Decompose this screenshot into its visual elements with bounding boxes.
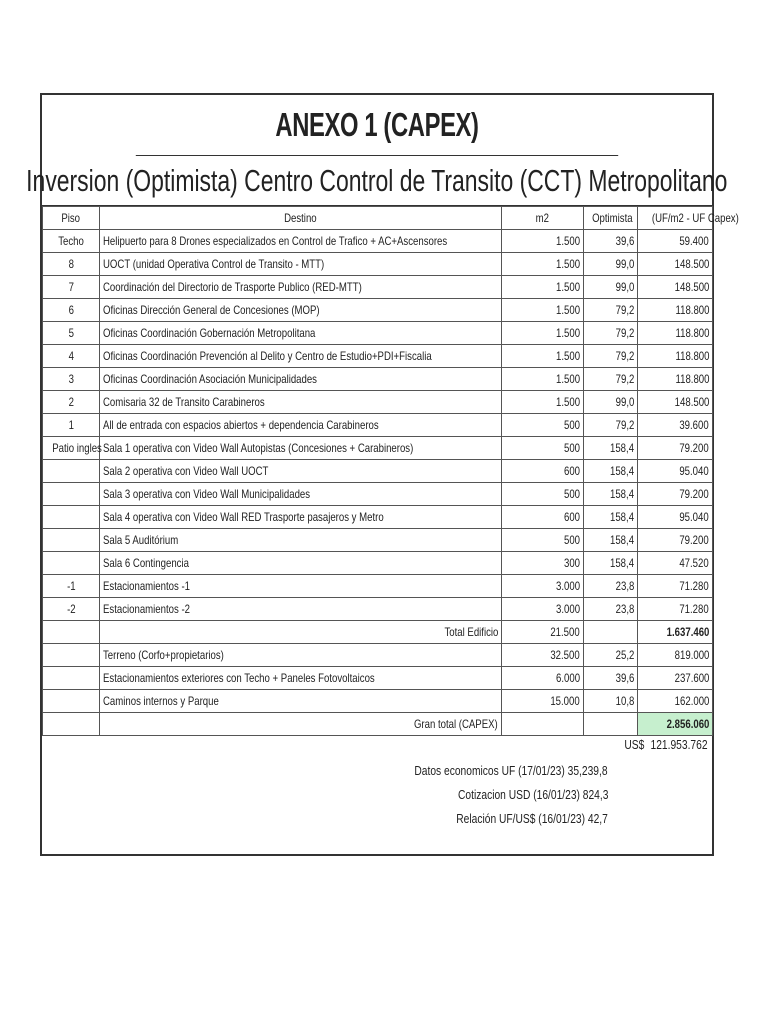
cell-destino: All de entrada con espacios abiertos + dependencia Carabineros [100,414,502,437]
cell-destino: Sala 3 operativa con Video Wall Municipalidades [100,483,502,506]
cell-uf-m2: 25,2 [584,644,638,667]
header-destino: Destino [100,207,502,230]
cell-destino: Estacionamientos -1 [100,575,502,598]
cell-capex: 118.800 [638,368,713,391]
usd-label: US$ [624,738,645,752]
table-row [43,506,713,529]
cell-capex: 819.000 [638,644,713,667]
table-header-row [43,207,713,230]
cell-destino: Oficinas Coordinación Asociación Municipalidades [100,368,502,391]
table-row [43,667,713,690]
cell-destino: Sala 1 operativa con Video Wall Autopistas (Concesiones + Carabineros) [100,437,502,460]
cell-piso: 3 [43,368,100,391]
total-edificio-label: Total Edificio [100,621,502,644]
cell-m2: 15.000 [502,690,584,713]
cell-uf-m2: 79,2 [584,322,638,345]
cell-capex: 79.200 [638,483,713,506]
cell-m2: 500 [502,414,584,437]
cell-destino: Comisaria 32 de Transito Carabineros [100,391,502,414]
datos-usd: Cotizacion USD (16/01/23) 824,3 [457,788,608,802]
cell-m2: 1.500 [502,322,584,345]
cell-destino: Sala 4 operativa con Video Wall RED Trasporte pasajeros y Metro [100,506,502,529]
cell-destino: Oficinas Dirección General de Concesiones (MOP) [100,299,502,322]
table-row [43,575,713,598]
cell-piso: 1 [43,414,100,437]
cell-m2: 500 [502,437,584,460]
cell-capex: 71.280 [638,575,713,598]
cell-uf-m2: 99,0 [584,276,638,299]
cell-destino: Coordinación del Directorio de Trasporte Publico (RED-MTT) [100,276,502,299]
cell-piso: Patio ingles [43,437,100,460]
cell-capex: 118.800 [638,322,713,345]
document-subtitle [26,156,728,206]
table-row [43,437,713,460]
cell-uf-m2: 158,4 [584,460,638,483]
cell-uf-m2: 39,6 [584,230,638,253]
table-row [43,552,713,575]
cell-capex: 79.200 [638,437,713,460]
cell-capex: 39.600 [638,414,713,437]
cell-uf-m2: 79,2 [584,345,638,368]
footer [42,736,712,836]
cell-uf-m2: 158,4 [584,437,638,460]
document-title: ANEXO 1 (CAPEX) [136,95,618,156]
cell-uf-m2: 79,2 [584,414,638,437]
gran-total-label: Gran total (CAPEX) [100,713,502,736]
cell-destino: Oficinas Coordinación Gobernación Metropolitana [100,322,502,345]
cell-piso [43,483,100,506]
cell-m2: 600 [502,506,584,529]
table-row [43,483,713,506]
cell-piso: 5 [43,322,100,345]
cell-uf-m2: 99,0 [584,253,638,276]
cell-piso: 2 [43,391,100,414]
cell-m2 [502,713,584,736]
cell-piso: -1 [43,575,100,598]
table-row [43,230,713,253]
cell-uf-m2 [584,621,638,644]
datos-uf: Datos economicos UF (17/01/23) 35,239,8 [414,764,608,778]
cell-piso: 4 [43,345,100,368]
cell-m2: 300 [502,552,584,575]
table-row [43,391,713,414]
cell-m2: 32.500 [502,644,584,667]
cell-uf-m2: 158,4 [584,483,638,506]
cell-capex: 148.500 [638,253,713,276]
cell-destino: UOCT (unidad Operativa Control de Transito - MTT) [100,253,502,276]
cell-uf-m2 [584,713,638,736]
cell-piso [43,506,100,529]
cell-uf-m2: 99,0 [584,391,638,414]
cell-capex: 79.200 [638,529,713,552]
cell-uf-m2: 158,4 [584,529,638,552]
cell-m2: 1.500 [502,368,584,391]
cell-piso [43,644,100,667]
cell-piso: 8 [43,253,100,276]
cell-uf-m2: 79,2 [584,368,638,391]
cell-capex: 59.400 [638,230,713,253]
capex-table [42,206,739,736]
cell-uf-m2: 10,8 [584,690,638,713]
cell-destino: Sala 5 Auditórium [100,529,502,552]
cell-uf-m2: 79,2 [584,299,638,322]
cell-piso [43,621,100,644]
cell-capex: 148.500 [638,276,713,299]
cell-m2: 1.500 [502,391,584,414]
header-m2: m2 [502,207,584,230]
table-row [43,276,713,299]
table-row [43,345,713,368]
cell-m2: 3.000 [502,598,584,621]
cell-uf-m2: 23,8 [584,575,638,598]
cell-capex: 162.000 [638,690,713,713]
cell-uf-m2: 23,8 [584,598,638,621]
cell-m2: 600 [502,460,584,483]
cell-destino: Sala 6 Contingencia [100,552,502,575]
capex-document [26,93,739,856]
cell-piso [43,713,100,736]
total-edificio-capex: 1.637.460 [638,621,713,644]
usd-value: 121.953.762 [650,738,708,752]
cell-m2: 1.500 [502,345,584,368]
cell-destino: Terreno (Corfo+propietarios) [100,644,502,667]
cell-m2: 6.000 [502,667,584,690]
gran-total-row [43,713,713,736]
cell-piso [43,667,100,690]
cell-destino: Helipuerto para 8 Drones especializados en Control de Trafico + AC+Ascensores [100,230,502,253]
table-row [43,529,713,552]
table-row [43,690,713,713]
table-row [43,253,713,276]
cell-uf-m2: 39,6 [584,667,638,690]
gran-total-capex: 2.856.060 [638,713,713,736]
cell-m2: 1.500 [502,253,584,276]
cell-m2: 500 [502,483,584,506]
cell-piso: 6 [43,299,100,322]
cell-piso [43,460,100,483]
cell-piso [43,690,100,713]
cell-m2: 1.500 [502,299,584,322]
cell-destino: Estacionamientos exteriores con Techo + Paneles Fotovoltaicos [100,667,502,690]
cell-capex: 118.800 [638,345,713,368]
table-row [43,644,713,667]
total-edificio-row [43,621,713,644]
cell-uf-m2: 158,4 [584,506,638,529]
table-row [43,414,713,437]
table-row [43,322,713,345]
cell-destino: Caminos internos y Parque [100,690,502,713]
total-edificio-m2: 21.500 [502,621,584,644]
cell-uf-m2: 158,4 [584,552,638,575]
cell-m2: 3.000 [502,575,584,598]
cell-capex: 47.520 [638,552,713,575]
header-piso: Piso [43,207,100,230]
cell-capex: 95.040 [638,506,713,529]
cell-destino: Estacionamientos -2 [100,598,502,621]
cell-m2: 1.500 [502,276,584,299]
table-row [43,299,713,322]
header-ratio: (UF/m2 - UF Capex) [638,207,713,230]
datos-relacion: Relación UF/US$ (16/01/23) 42,7 [456,812,608,826]
cell-m2: 1.500 [502,230,584,253]
table-row [43,460,713,483]
table-row [43,368,713,391]
header-optimista: Optimista [584,207,638,230]
cell-destino: Sala 2 operativa con Video Wall UOCT [100,460,502,483]
cell-piso: Techo [43,230,100,253]
subtitle-text: Inversion (Optimista) Centro Control de Transito (CCT) Metropolitano [26,162,728,198]
cell-piso [43,552,100,575]
cell-piso: 7 [43,276,100,299]
cell-capex: 118.800 [638,299,713,322]
cell-capex: 237.600 [638,667,713,690]
cell-piso: -2 [43,598,100,621]
cell-piso [43,529,100,552]
table-row [43,598,713,621]
cell-m2: 500 [502,529,584,552]
cell-capex: 71.280 [638,598,713,621]
cell-capex: 148.500 [638,391,713,414]
cell-destino: Oficinas Coordinación Prevención al Delito y Centro de Estudio+PDI+Fiscalia [100,345,502,368]
cell-capex: 95.040 [638,460,713,483]
